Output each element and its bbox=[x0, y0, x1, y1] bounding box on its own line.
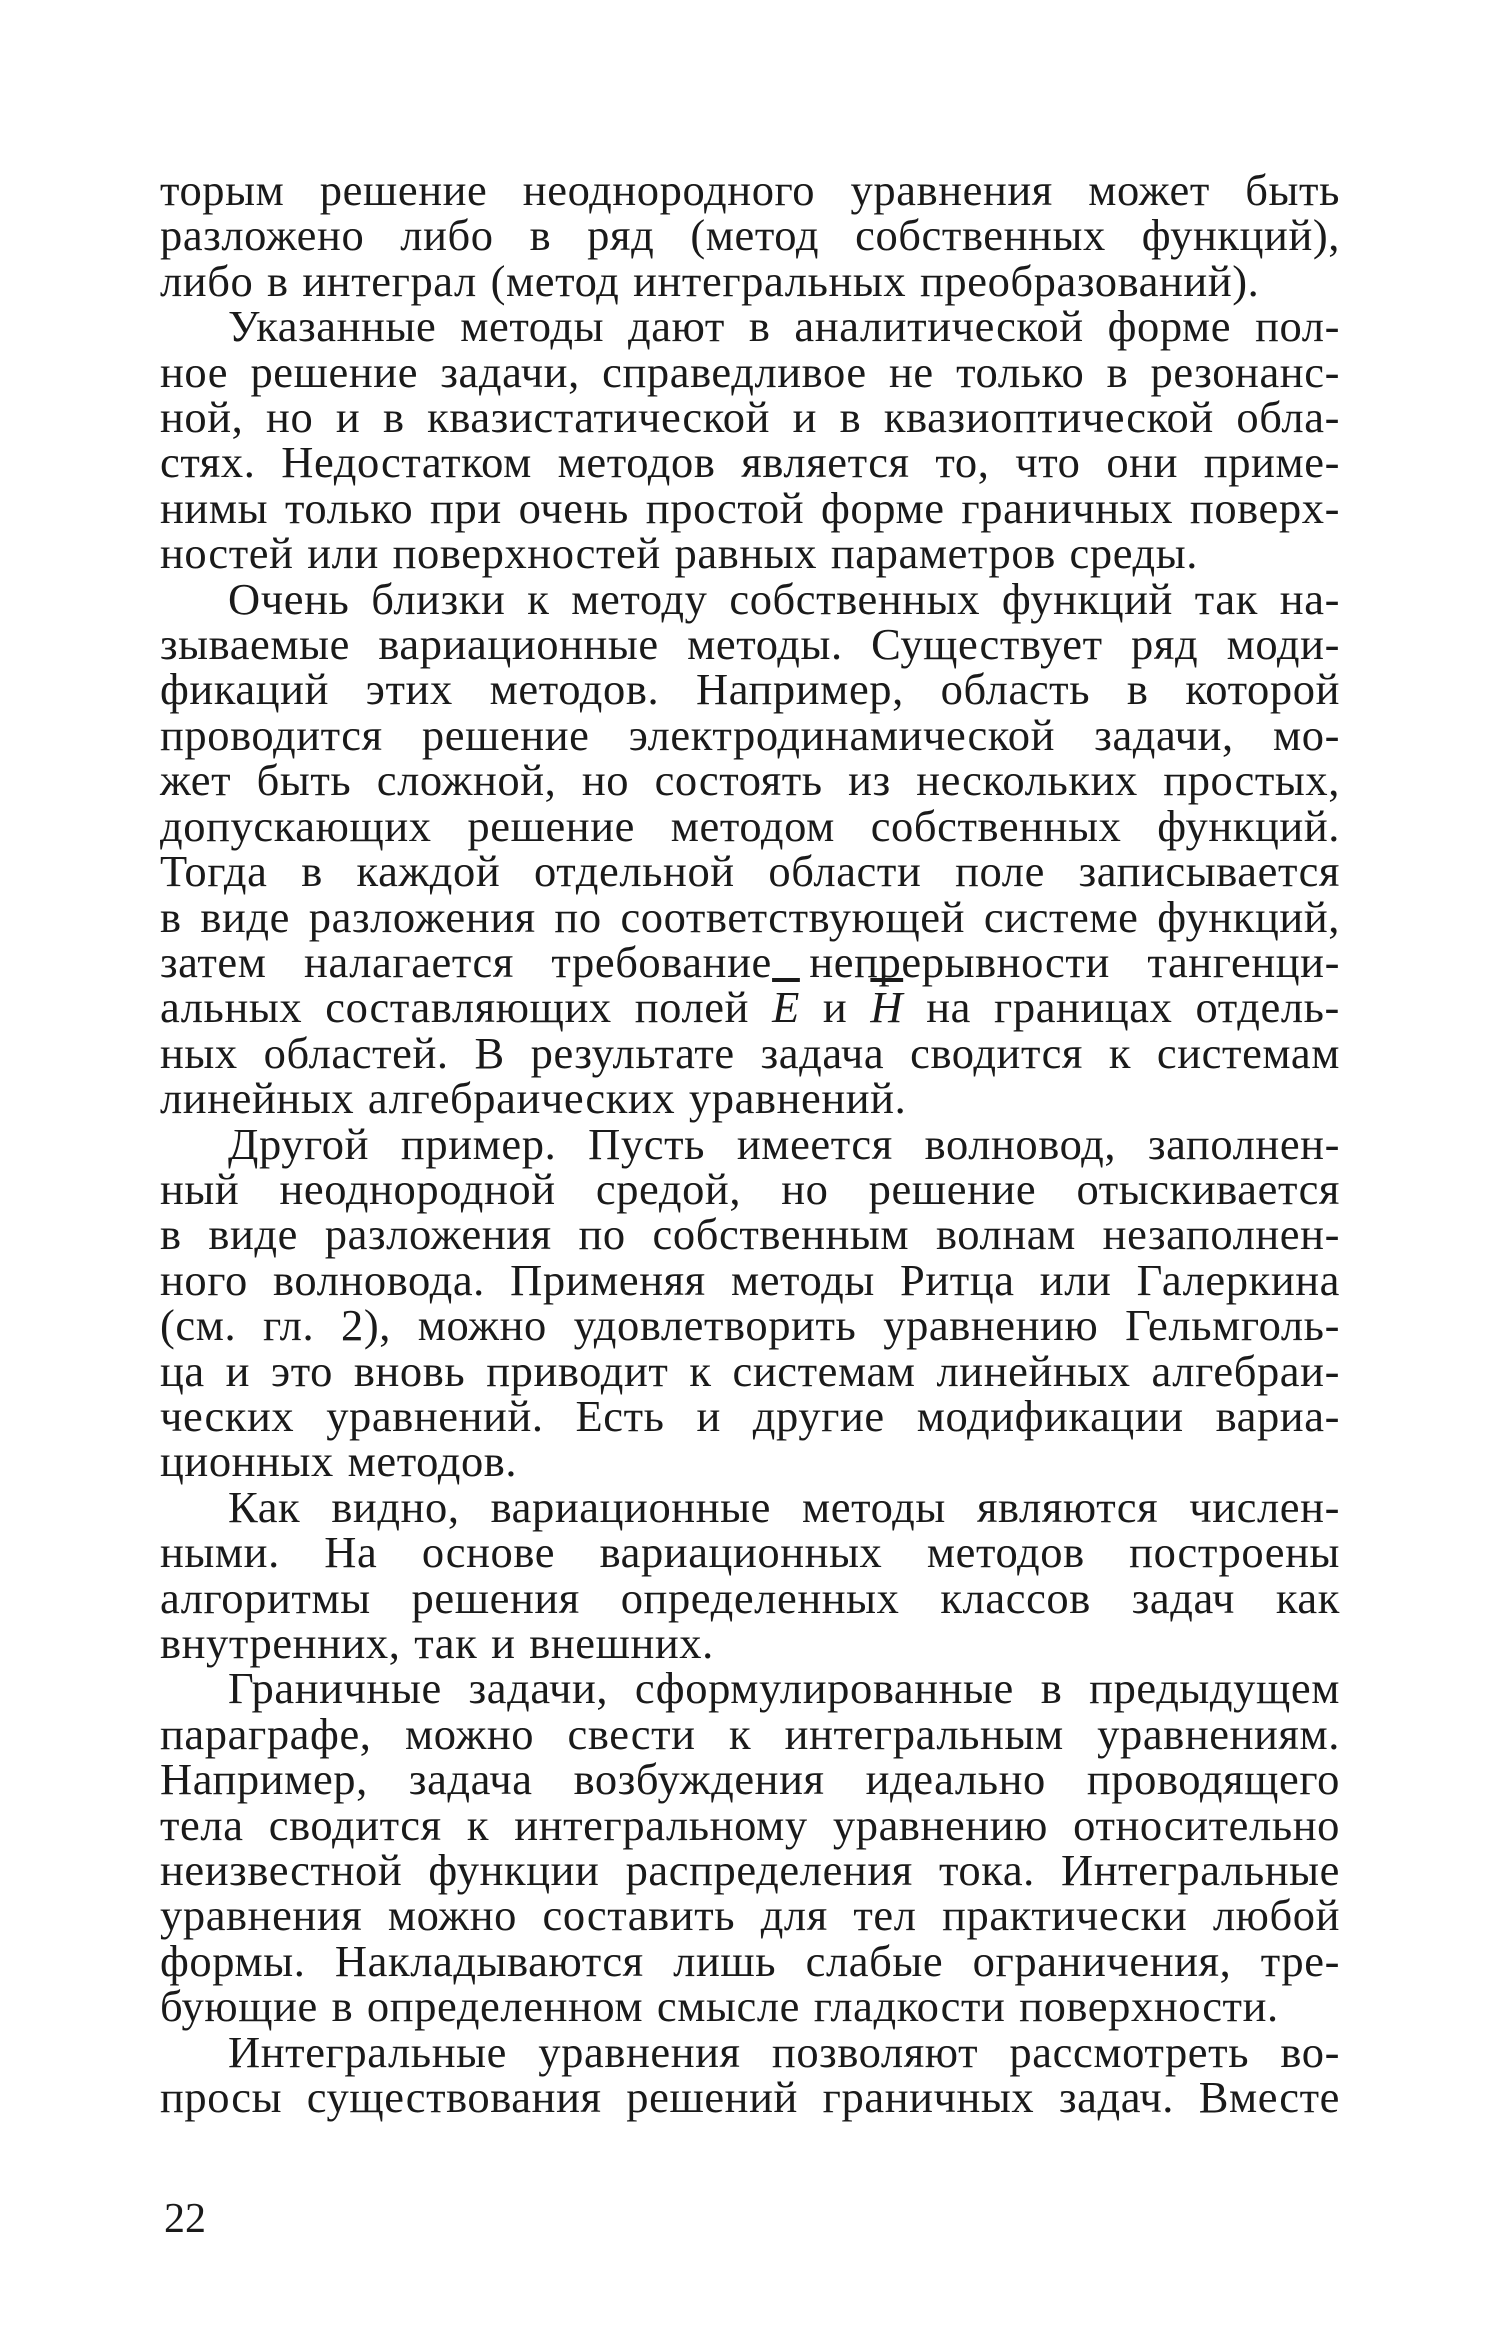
text-line: ными. На основе вариационных методов построены bbox=[160, 1527, 1340, 1578]
text-line: проводится решение электродинамической задачи, мо- bbox=[160, 709, 1340, 760]
text-line: неизвестной функции распределения тока. Интегральные bbox=[160, 1845, 1340, 1896]
text-line: Тогда в каждой отдельной области поле записывается bbox=[160, 846, 1340, 897]
text-line: ный неоднородной средой, но решение отыскивается bbox=[160, 1163, 1340, 1214]
text-line-with-vectors bbox=[160, 982, 1340, 1033]
book-page bbox=[160, 165, 1340, 2123]
text-line: ных областей. В результате задача сводится к системам bbox=[160, 1027, 1340, 1078]
page-number: 22 bbox=[164, 2196, 206, 2242]
text-line: разложено либо в ряд (метод собственных функций), bbox=[160, 210, 1340, 261]
text-line: Как видно, вариационные методы являются числен- bbox=[228, 1481, 1340, 1532]
text-line: жет быть сложной, но состоять из нескольких простых, bbox=[160, 755, 1340, 806]
text-line: либо в интеграл (метод интегральных преобразований). bbox=[160, 255, 1260, 306]
text-line: Указанные методы дают в аналитической форме пол- bbox=[228, 301, 1340, 352]
text-line: внутренних, так и внешних. bbox=[160, 1618, 714, 1668]
text-line: стях. Недостатком методов является то, что они приме- bbox=[160, 437, 1340, 488]
text-line: алгоритмы решения определенных классов задач как bbox=[160, 1572, 1340, 1623]
vector-h: $\overline{H}$ bbox=[870, 982, 904, 1033]
vector-e: $\overline{E}$ bbox=[772, 982, 800, 1033]
text-line: Например, задача возбуждения идеально проводящего bbox=[160, 1754, 1340, 1805]
line-prefix: альных составляющих полей bbox=[160, 982, 750, 1033]
paragraph-1 bbox=[160, 165, 1340, 306]
text-line: (см. гл. 2), можно удовлетворить уравнению Гельмголь- bbox=[160, 1300, 1340, 1351]
paragraph-7 bbox=[160, 2026, 1340, 2123]
text-line: допускающих решение методом собственных функций. bbox=[160, 800, 1340, 851]
text-line: ное решение задачи, справедливое не только в резонанс- bbox=[160, 346, 1340, 397]
text-line: в виде разложения по собственным волнам незаполнен- bbox=[160, 1209, 1340, 1260]
text-line: линейных алгебраических уравнений. bbox=[160, 1073, 907, 1124]
paragraph-3 bbox=[160, 573, 1340, 1124]
text-line: ностей или поверхностей равных параметров среды. bbox=[160, 528, 1198, 579]
text-line: нимы только при очень простой форме граничных поверх- bbox=[160, 482, 1340, 533]
text-line: Граничные задачи, сформулированные в предыдущем bbox=[228, 1663, 1340, 1714]
text-line: ционных методов. bbox=[160, 1436, 518, 1487]
text-line: Другой пример. Пусть имеется волновод, заполнен- bbox=[228, 1118, 1340, 1169]
paragraph-4 bbox=[160, 1118, 1340, 1487]
text-line: торым решение неоднородного уравнения может быть bbox=[160, 165, 1340, 215]
text-line: Интегральные уравнения позволяют рассмотреть во- bbox=[228, 2026, 1340, 2077]
text-line: зываемые вариационные методы. Существует ряд моди- bbox=[160, 619, 1340, 670]
text-line: ца и это вновь приводит к системам линейных алгебраи- bbox=[160, 1345, 1340, 1396]
line-suffix: на границах отдель- bbox=[926, 982, 1340, 1033]
conjunction: и bbox=[822, 982, 848, 1033]
paragraph-6 bbox=[160, 1663, 1340, 2032]
text-line: ного волновода. Применяя методы Ритца или Галеркина bbox=[160, 1254, 1340, 1305]
text-line: Очень близки к методу собственных функций так на- bbox=[228, 573, 1340, 624]
text-line: затем налагается требование непрерывности тангенци- bbox=[160, 936, 1340, 987]
text-line: тела сводится к интегральному уравнению относительно bbox=[160, 1799, 1340, 1850]
text-line: в виде разложения по соответствующей системе функций, bbox=[160, 891, 1340, 942]
text-line: параграфе, можно свести к интегральным уравнениям. bbox=[160, 1708, 1340, 1759]
text-line: ной, но и в квазистатической и в квазиоптической обла- bbox=[160, 392, 1340, 443]
text-line: фикаций этих методов. Например, область в которой bbox=[160, 664, 1340, 715]
text-line: уравнения можно составить для тел практически любой bbox=[160, 1890, 1340, 1941]
text-line: бующие в определенном смысле гладкости поверхности. bbox=[160, 1981, 1279, 2032]
text-line: формы. Накладываются лишь слабые ограничения, тре- bbox=[160, 1935, 1340, 1986]
paragraph-2 bbox=[160, 301, 1340, 579]
paragraph-5 bbox=[160, 1481, 1340, 1668]
text-line: ческих уравнений. Есть и другие модификации вариа- bbox=[160, 1390, 1340, 1441]
text-line: просы существования решений граничных задач. Вместе bbox=[160, 2072, 1340, 2123]
